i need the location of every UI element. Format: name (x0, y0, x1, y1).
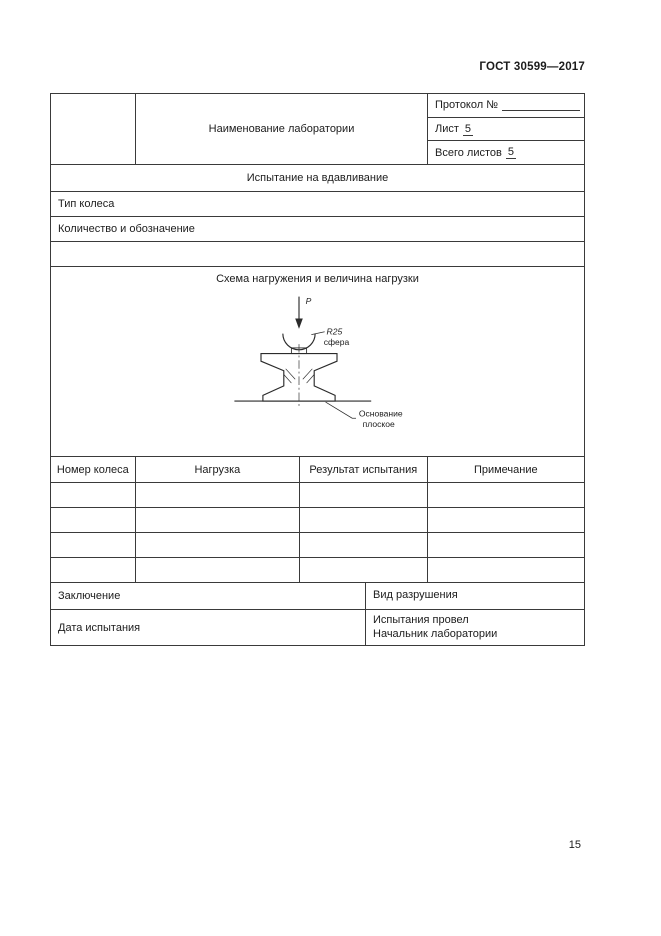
tester-label: Испытания провел (373, 613, 469, 626)
sheet-label: Лист (435, 123, 459, 135)
failure-type-label: Вид разрушения (373, 589, 458, 602)
lab-name-cell (136, 94, 427, 164)
page-number: 15 (568, 839, 581, 851)
protocol-label: Протокол № (435, 99, 499, 112)
table-cell-empty (300, 533, 428, 557)
wheel-type-label: Тип колеса (58, 198, 115, 210)
force-arrow-head (295, 318, 303, 328)
table-cell-empty (51, 508, 136, 532)
sphere-label: сфера (323, 337, 349, 348)
table-row (51, 482, 584, 507)
column-header-load: Нагрузка (136, 457, 300, 482)
results-table-header (51, 456, 584, 482)
base-leader-line (325, 402, 355, 418)
protocol-info-cell (427, 94, 584, 164)
radius-leader-line (311, 332, 324, 335)
table-cell-empty (428, 533, 584, 557)
table-cell-empty (51, 558, 136, 582)
quantity-row (51, 216, 584, 241)
protocol-number-blank (502, 100, 580, 111)
total-sheets-label: Всего листов (435, 146, 502, 159)
lab-head-label: Начальник лаборатории (373, 627, 498, 640)
table-cell-empty (51, 483, 136, 507)
sheet-value: 5 (464, 122, 472, 135)
column-header-wheel-number: Номер колеса (51, 457, 136, 482)
date-row (51, 609, 584, 645)
table-cell-empty (300, 558, 428, 582)
base-label-line2: плоское (362, 418, 395, 429)
column-header-note: Примечание (473, 463, 538, 476)
table-cell-empty (136, 533, 300, 557)
conclusion-cell (51, 583, 366, 609)
table-row (51, 557, 584, 582)
blank-row (51, 241, 584, 266)
scheme-row (51, 266, 584, 456)
sheet-line (428, 117, 584, 141)
column-header-test-result: Результат испытания (300, 457, 428, 482)
scheme-title: Схема нагружения и величина нагрузки (216, 273, 419, 285)
lab-name-label: Наименование лаборатории (208, 123, 355, 135)
base-label-line1: Основание (358, 408, 403, 419)
table-cell-empty (428, 558, 584, 582)
radius-label: R25 (326, 326, 342, 337)
table-cell-empty (136, 483, 300, 507)
table-cell-empty (300, 483, 428, 507)
table-cell-empty (136, 558, 300, 582)
table-cell-empty (300, 508, 428, 532)
table-cell-empty (428, 508, 584, 532)
total-sheets-line (428, 140, 584, 164)
table-row (51, 507, 584, 532)
standard-reference: ГОСТ 30599—2017 (479, 61, 585, 73)
tester-cell (366, 610, 584, 645)
table-cell-empty (428, 483, 584, 507)
wheel-type-row (51, 191, 584, 216)
test-date-label: Дата испытания (58, 621, 141, 634)
total-sheets-value: 5 (507, 146, 514, 159)
protocol-number-line (428, 94, 584, 117)
test-title-row (51, 164, 584, 191)
stamp-cell (51, 94, 136, 164)
failure-type-cell (366, 583, 584, 609)
quantity-label: Количество и обозначение (58, 223, 195, 235)
table-cell-empty (136, 508, 300, 532)
test-date-cell (51, 610, 366, 645)
test-protocol-form (50, 93, 585, 646)
load-scheme-diagram (173, 289, 463, 441)
force-label: P (305, 296, 311, 307)
conclusion-row (51, 582, 584, 609)
conclusion-label: Заключение (58, 590, 121, 602)
table-cell-empty (51, 533, 136, 557)
form-header-row (51, 94, 584, 164)
table-row (51, 532, 584, 557)
test-title: Испытание на вдавливание (246, 172, 389, 184)
